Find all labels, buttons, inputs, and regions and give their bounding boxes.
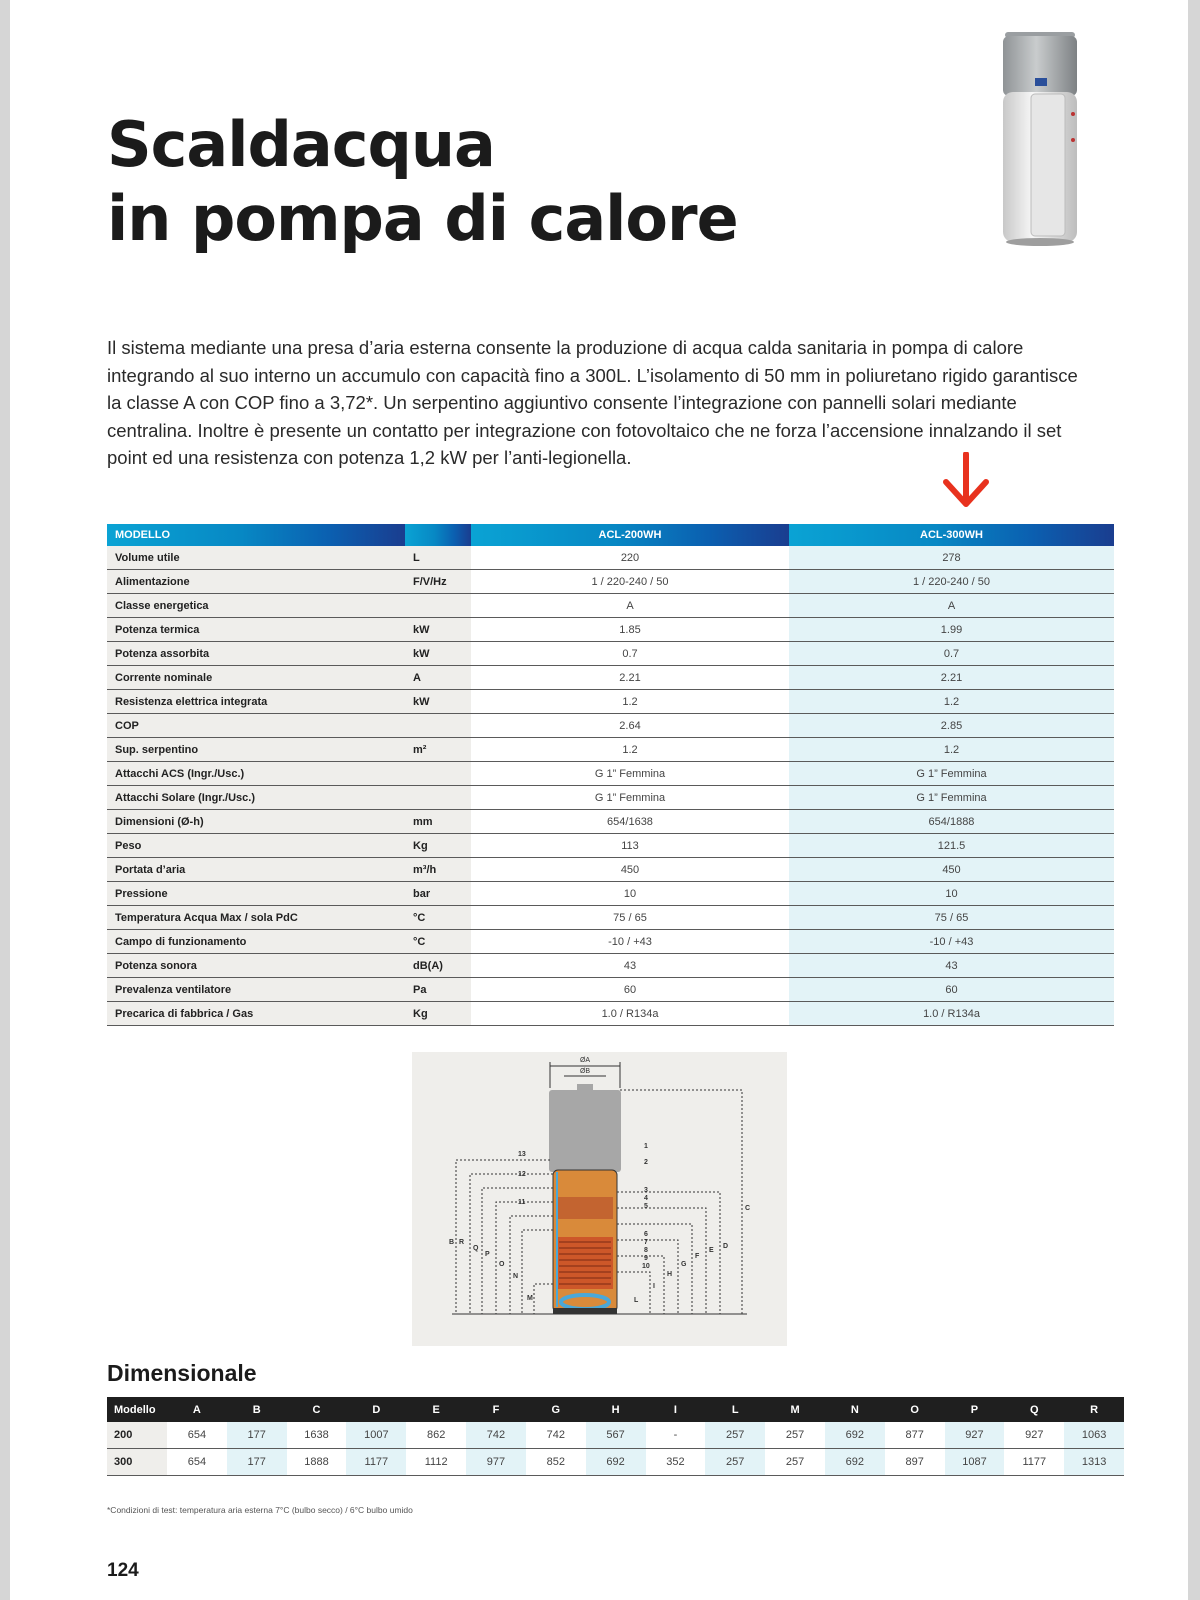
spec-unit: °C (405, 906, 471, 930)
specs-row (107, 594, 1114, 618)
spec-value-model-2: 1.0 / R134a (789, 1002, 1114, 1026)
dim-cell: 567 (586, 1422, 646, 1449)
spec-unit: Kg (405, 1002, 471, 1026)
diagram-num-7: 7 (644, 1239, 648, 1246)
spec-unit (405, 762, 471, 786)
spec-value-model-1: 75 / 65 (471, 906, 789, 930)
dim-header-cell: D (346, 1397, 406, 1422)
spec-label: Classe energetica (107, 594, 405, 618)
dim-header-cell: Modello (107, 1397, 167, 1422)
dim-header-cell: B (227, 1397, 287, 1422)
dim-cell: 1063 (1064, 1422, 1124, 1449)
dim-header-cell: A (167, 1397, 227, 1422)
spec-value-model-2: 43 (789, 954, 1114, 978)
water-heater-product-image (995, 30, 1085, 248)
spec-label: Attacchi ACS (Ingr./Usc.) (107, 762, 405, 786)
spec-unit: bar (405, 882, 471, 906)
dim-row (107, 1449, 1124, 1476)
spec-label: Corrente nominale (107, 666, 405, 690)
footnote: *Condizioni di test: temperatura aria esterna 7°C (bulbo secco) / 6°C bulbo umido (107, 1505, 413, 1515)
dim-cell: 977 (466, 1449, 526, 1476)
spec-value-model-1: 1.0 / R134a (471, 1002, 789, 1026)
spec-label: Temperatura Acqua Max / sola PdC (107, 906, 405, 930)
spec-value-model-2: 2.21 (789, 666, 1114, 690)
dim-cell: 200 (107, 1422, 167, 1449)
spec-value-model-2: 0.7 (789, 642, 1114, 666)
dim-cell: 257 (705, 1422, 765, 1449)
spec-value-model-2: 2.85 (789, 714, 1114, 738)
specs-row (107, 762, 1114, 786)
spec-value-model-1: 60 (471, 978, 789, 1002)
diagram-label-ob: ØB (579, 1068, 591, 1075)
spec-unit: L (405, 546, 471, 570)
dim-cell: 692 (825, 1449, 885, 1476)
spec-label: Potenza termica (107, 618, 405, 642)
dim-cell: 257 (705, 1449, 765, 1476)
spec-value-model-1: G 1” Femmina (471, 786, 789, 810)
diagram-num-12: 12 (518, 1171, 526, 1178)
dim-header-cell: H (586, 1397, 646, 1422)
specs-header-model-1: ACL-200WH (471, 524, 789, 546)
spec-unit: kW (405, 690, 471, 714)
diagram-letter-p: P (485, 1251, 490, 1258)
spec-value-model-2: 450 (789, 858, 1114, 882)
diagram-letter-m: M (527, 1295, 533, 1302)
spec-unit (405, 786, 471, 810)
diagram-num-3: 3 (644, 1187, 648, 1194)
dim-cell: 1638 (287, 1422, 347, 1449)
dim-header-cell: M (765, 1397, 825, 1422)
spec-unit: Pa (405, 978, 471, 1002)
dim-cell: 352 (646, 1449, 706, 1476)
title-line-2: in pompa di calore (107, 182, 738, 255)
spec-label: Potenza sonora (107, 954, 405, 978)
spec-label: Prevalenza ventilatore (107, 978, 405, 1002)
specs-row (107, 954, 1114, 978)
specs-row (107, 930, 1114, 954)
diagram-num-8: 8 (644, 1247, 648, 1254)
specs-row (107, 618, 1114, 642)
product-description: Il sistema mediante una presa d’aria esterna consente la produzione di acqua calda sanitaria in pompa di calore integrando al suo interno un accumulo con capacità fino a 300L. L’isolamento di 50 mm in poliuretano rigido garantisce la classe A con COP fino a 3,72*. Un serpentino aggiuntivo consente l’integrazione con pannelli solari mediante centralina. Inoltre è presente un contatto per integrazione con fotovoltaico che ne forza l’accensione innalzando il set point ed una resistenza con potenza 1,2 kW per l’anti-legionella. (107, 337, 1078, 468)
dim-cell: 877 (885, 1422, 945, 1449)
spec-label: Peso (107, 834, 405, 858)
spec-value-model-2: 278 (789, 546, 1114, 570)
dim-cell: - (646, 1422, 706, 1449)
diagram-num-11: 11 (518, 1199, 526, 1206)
dim-header-cell: I (646, 1397, 706, 1422)
specs-row (107, 978, 1114, 1002)
spec-value-model-2: 1 / 220-240 / 50 (789, 570, 1114, 594)
dim-cell: 1177 (1004, 1449, 1064, 1476)
dim-cell: 1888 (287, 1449, 347, 1476)
spec-value-model-2: 121.5 (789, 834, 1114, 858)
spec-value-model-1: 450 (471, 858, 789, 882)
spec-label: Volume utile (107, 546, 405, 570)
diagram-letter-b: B (449, 1239, 455, 1246)
title-line-1: Scaldacqua (107, 108, 495, 181)
dim-header-cell: F (466, 1397, 526, 1422)
diagram-letter-n: N (513, 1273, 519, 1280)
specs-row (107, 690, 1114, 714)
spec-value-model-2: -10 / +43 (789, 930, 1114, 954)
spec-value-model-1: 0.7 (471, 642, 789, 666)
dim-cell: 1007 (346, 1422, 406, 1449)
dim-cell: 897 (885, 1449, 945, 1476)
dim-cell: 1112 (406, 1449, 466, 1476)
spec-label: Attacchi Solare (Ingr./Usc.) (107, 786, 405, 810)
specs-row (107, 1002, 1114, 1026)
specs-row (107, 570, 1114, 594)
spec-value-model-1: 43 (471, 954, 789, 978)
diagram-letter-f: F (695, 1253, 700, 1260)
dim-header-cell: C (287, 1397, 347, 1422)
dim-cell: 927 (1004, 1422, 1064, 1449)
dim-cell: 257 (765, 1449, 825, 1476)
diagram-letter-q: Q (473, 1245, 479, 1252)
spec-value-model-2: A (789, 594, 1114, 618)
specs-table (107, 524, 1114, 1026)
diagram-letter-o: O (499, 1261, 505, 1268)
spec-value-model-2: 654/1888 (789, 810, 1114, 834)
diagram-letter-g: G (681, 1261, 687, 1268)
dim-header-cell: Q (1004, 1397, 1064, 1422)
dim-cell: 692 (586, 1449, 646, 1476)
spec-value-model-1: 1.2 (471, 738, 789, 762)
specs-row (107, 786, 1114, 810)
spec-value-model-1: 1.2 (471, 690, 789, 714)
spec-unit: dB(A) (405, 954, 471, 978)
diagram-letter-i: I (653, 1283, 655, 1290)
spec-label: Resistenza elettrica integrata (107, 690, 405, 714)
spec-value-model-2: 75 / 65 (789, 906, 1114, 930)
spec-value-model-1: G 1” Femmina (471, 762, 789, 786)
spec-unit: Kg (405, 834, 471, 858)
specs-row (107, 810, 1114, 834)
spec-value-model-1: 654/1638 (471, 810, 789, 834)
diagram-letter-r: R (459, 1239, 465, 1246)
spec-unit (405, 714, 471, 738)
spec-label: COP (107, 714, 405, 738)
spec-value-model-1: A (471, 594, 789, 618)
page (10, 0, 1188, 1600)
diagram-num-6: 6 (644, 1231, 648, 1238)
spec-value-model-1: 220 (471, 546, 789, 570)
spec-value-model-2: G 1” Femmina (789, 786, 1114, 810)
dim-cell: 1313 (1064, 1449, 1124, 1476)
dim-cell: 1177 (346, 1449, 406, 1476)
dimensional-title: Dimensionale (107, 1360, 257, 1386)
spec-label: Alimentazione (107, 570, 405, 594)
spec-unit: m² (405, 738, 471, 762)
dim-cell: 177 (227, 1422, 287, 1449)
spec-unit: A (405, 666, 471, 690)
diagram-letter-e: E (709, 1247, 714, 1254)
spec-label: Precarica di fabbrica / Gas (107, 1002, 405, 1026)
specs-header-unit (405, 524, 471, 546)
specs-row (107, 666, 1114, 690)
diagram-num-2: 2 (644, 1159, 648, 1166)
dim-cell: 852 (526, 1449, 586, 1476)
spec-value-model-2: 1.2 (789, 738, 1114, 762)
spec-value-model-1: 1.85 (471, 618, 789, 642)
diagram-num-13: 13 (518, 1151, 526, 1158)
diagram-num-9: 9 (644, 1255, 648, 1262)
dim-header-cell: L (705, 1397, 765, 1422)
diagram-num-1: 1 (644, 1143, 648, 1150)
specs-row (107, 906, 1114, 930)
diagram-letter-h: H (667, 1271, 673, 1278)
dim-cell: 654 (167, 1422, 227, 1449)
diagram-letter-d: D (723, 1243, 729, 1250)
diagram-letter-c: C (745, 1205, 751, 1212)
specs-row (107, 858, 1114, 882)
spec-value-model-2: 10 (789, 882, 1114, 906)
spec-label: Campo di funzionamento (107, 930, 405, 954)
diagram-num-4: 4 (644, 1195, 648, 1202)
spec-label: Portata d’aria (107, 858, 405, 882)
dim-header-cell: R (1064, 1397, 1124, 1422)
spec-unit: kW (405, 618, 471, 642)
spec-value-model-2: 1.99 (789, 618, 1114, 642)
spec-unit: F/V/Hz (405, 570, 471, 594)
specs-row (107, 642, 1114, 666)
dim-header-cell: N (825, 1397, 885, 1422)
specs-row (107, 882, 1114, 906)
spec-unit: m³/h (405, 858, 471, 882)
dimensional-table (107, 1397, 1124, 1476)
spec-value-model-1: 2.64 (471, 714, 789, 738)
spec-value-model-2: 60 (789, 978, 1114, 1002)
dimensional-diagram (412, 1052, 787, 1346)
dim-header-cell: G (526, 1397, 586, 1422)
dim-cell: 742 (526, 1422, 586, 1449)
specs-row (107, 714, 1114, 738)
spec-unit: mm (405, 810, 471, 834)
dim-header-cell: E (406, 1397, 466, 1422)
dim-cell: 1087 (945, 1449, 1005, 1476)
page-number: 124 (107, 1560, 139, 1581)
spec-value-model-1: 10 (471, 882, 789, 906)
spec-label: Dimensioni (Ø-h) (107, 810, 405, 834)
spec-label: Potenza assorbita (107, 642, 405, 666)
dim-cell: 654 (167, 1449, 227, 1476)
spec-unit (405, 594, 471, 618)
dim-row (107, 1422, 1124, 1449)
dim-cell: 927 (945, 1422, 1005, 1449)
dimensional-header-row (107, 1397, 1124, 1422)
dim-cell: 742 (466, 1422, 526, 1449)
dim-header-cell: O (885, 1397, 945, 1422)
spec-unit: kW (405, 642, 471, 666)
spec-value-model-1: 113 (471, 834, 789, 858)
spec-value-model-1: 1 / 220-240 / 50 (471, 570, 789, 594)
dim-cell: 257 (765, 1422, 825, 1449)
specs-header-model-label: MODELLO (107, 524, 405, 546)
dim-cell: 177 (227, 1449, 287, 1476)
spec-value-model-2: 1.2 (789, 690, 1114, 714)
page-title (107, 108, 738, 256)
spec-value-model-2: G 1” Femmina (789, 762, 1114, 786)
dim-cell: 862 (406, 1422, 466, 1449)
spec-value-model-1: -10 / +43 (471, 930, 789, 954)
spec-label: Sup. serpentino (107, 738, 405, 762)
specs-row (107, 738, 1114, 762)
diagram-num-10: 10 (642, 1263, 650, 1270)
spec-unit: °C (405, 930, 471, 954)
specs-header-model-2: ACL-300WH (789, 524, 1114, 546)
specs-row (107, 546, 1114, 570)
dim-cell: 300 (107, 1449, 167, 1476)
specs-row (107, 834, 1114, 858)
diagram-label-oa: ØA (579, 1057, 591, 1064)
red-arrow-down-icon (938, 452, 994, 510)
specs-header-row (107, 524, 1114, 546)
spec-value-model-1: 2.21 (471, 666, 789, 690)
dim-header-cell: P (945, 1397, 1005, 1422)
spec-label: Pressione (107, 882, 405, 906)
dim-cell: 692 (825, 1422, 885, 1449)
diagram-letter-l: L (634, 1297, 639, 1304)
diagram-num-5: 5 (644, 1203, 648, 1210)
